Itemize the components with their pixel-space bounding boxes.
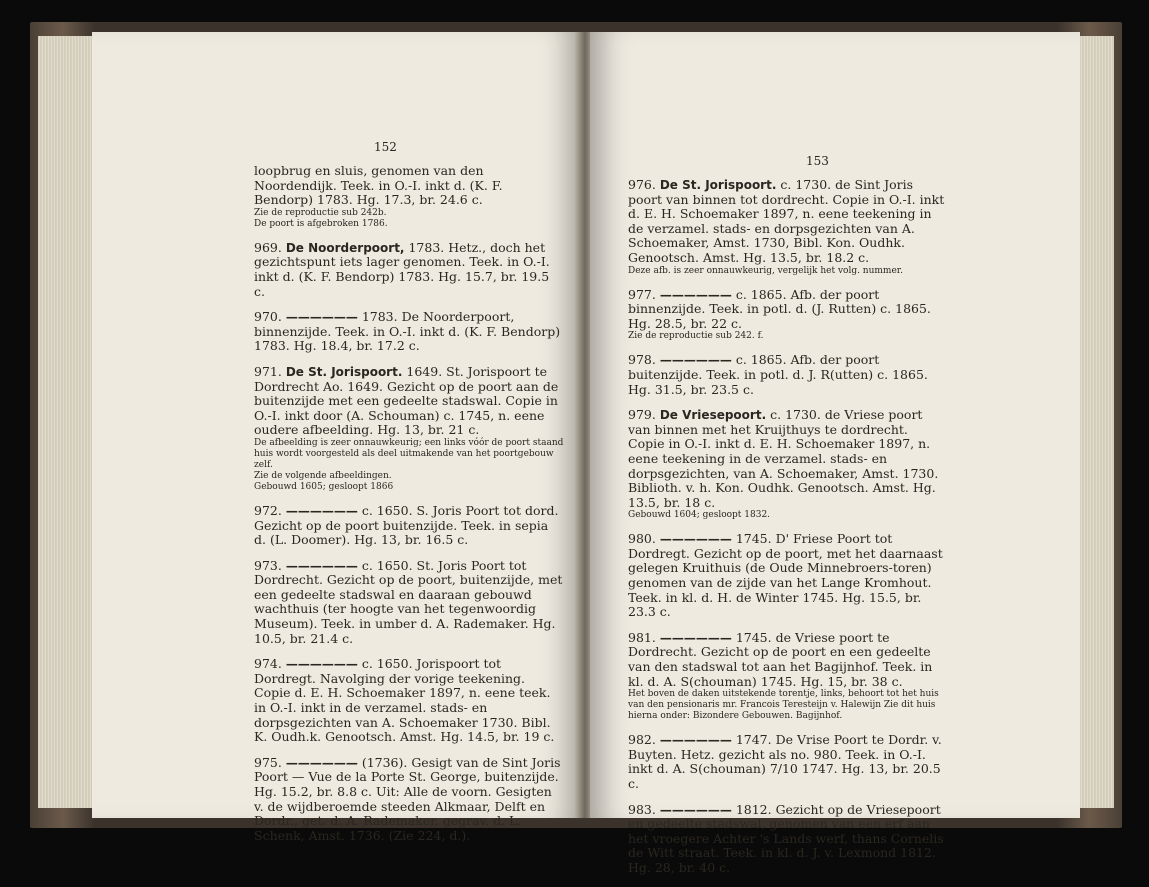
- catalog-entry: [254, 504, 564, 548]
- entry-note: De afbeelding is zeer onnauwkeurig; een links vóór de poort staand huis wordt voorgesteld als deel uitmakende van het poortgebouw zelf.: [254, 437, 564, 470]
- entry-heading: ——————: [285, 755, 358, 770]
- entry-number: 977.: [628, 286, 656, 302]
- entry-text: c. 1650. Jorispoort tot Dordregt. Navolging der vorige teekening. Copie d. E. H. Schoemaker 1897, n. eene teek. in O.-I. inkt in de verzamel. stads- en dorpsgezichten van A. Schoemaker 1730. Bibl. K. Oudh.k. Genootsch. Amst. Hg. 14.5, br. 19 c.: [254, 656, 555, 745]
- catalog-entry: [628, 288, 946, 343]
- entry-heading: De Noorderpoort,: [285, 240, 405, 255]
- entry-heading: De St. Jorispoort.: [285, 364, 403, 379]
- intro-entry: [254, 164, 564, 230]
- right-text-column: [628, 178, 946, 887]
- entry-number: 980.: [628, 531, 656, 547]
- entry-heading: ——————: [285, 657, 358, 672]
- entry-heading: ——————: [285, 503, 358, 518]
- entry-text: loopbrug en sluis, genomen van den Noordendijk. Teek. in O.-I. inkt d. (K. F. Bendorp) 1783. Hg. 17.3, br. 24.6 c.: [254, 163, 503, 208]
- entry-text: c. 1865. Afb. der poort binnenzijde. Teek. in potl. d. (J. Rutten) c. 1865. Hg. 28.5, br. 22 c.: [628, 286, 931, 331]
- entry-note: Gebouwd 1605; gesloopt 1866: [254, 481, 394, 492]
- entry-heading: ——————: [659, 630, 732, 645]
- catalog-entry: [628, 353, 946, 397]
- page-edges-left: [38, 36, 98, 808]
- entry-text: 1745. D' Friese Poort tot Dordregt. Gezicht op de poort, met het daarnaast gelegen Kruithuis (de Oude Minnebroers-toren) genomen van de zijde van het Lange Kromhout. Teek. in kl. d. H. de Winter 1745. Hg. 15.5, br. 23.3 c.: [628, 531, 943, 620]
- catalog-entry: [254, 310, 564, 354]
- entry-heading: ——————: [659, 353, 732, 368]
- open-book: [30, 22, 1122, 875]
- entry-number: 971.: [254, 363, 282, 379]
- entry-text: c. 1730. de Vriese poort van binnen met het Kruijthuys te dordrecht. Copie in O.-I. inkt d. E. H. Schoemaker 1897, n. eene teekening in de verzamel. stads- en dorpsgezichten, van A. Schoemaker, Amst. 1730. Biblioth. v. h. Kon. Oudhk. Genootsch. Amst. Hg. 13.5, br. 18 c.: [628, 407, 939, 510]
- left-text-column: [254, 164, 564, 854]
- entry-heading: De St. Jorispoort.: [659, 178, 777, 192]
- entry-heading: ——————: [659, 802, 732, 817]
- entry-text: (1736). Gesigt van de Sint Joris Poort — Vue de la Porte St. George, buitenzijde. Hg. 15.2, br. 8.8 c. Uit: Alle de voorn. Gesigten v. de wijdberoemde steeden Alkmaar, Delft en Dordr., get. d. A. Rademaker, gegrav. d. L. Schenk, Amst. 1736. (Zie 224, d.).: [254, 754, 561, 843]
- page-number: 153: [806, 154, 829, 168]
- catalog-entry: [254, 365, 564, 493]
- entry-note: Deze afb. is zeer onnauwkeurig, vergelijk het volg. nummer.: [628, 265, 903, 276]
- catalog-entry: [254, 559, 564, 647]
- entry-heading: ——————: [659, 287, 732, 302]
- entry-heading: ——————: [659, 532, 732, 547]
- catalog-entry: [628, 408, 946, 521]
- entry-note: De poort is afgebroken 1786.: [254, 218, 388, 229]
- catalog-entry: [254, 657, 564, 745]
- left-page: [92, 32, 580, 843]
- catalog-entry: [628, 733, 946, 791]
- entry-note: Zie de reproductie sub 242. f.: [628, 331, 764, 342]
- entry-note: Zie de volgende afbeeldingen.: [254, 470, 392, 481]
- entry-number: 978.: [628, 352, 656, 368]
- entry-note: Gebouwd 1604; gesloopt 1832.: [628, 510, 771, 521]
- entry-heading: ——————: [659, 733, 732, 748]
- catalog-entry: [254, 241, 564, 299]
- entry-text: c. 1650. S. Joris Poort tot dord. Gezicht op de poort buitenzijde. Teek. in sepia d. (L. Doomer). Hg. 13, br. 16.5 c.: [254, 502, 559, 548]
- entry-number: 979.: [628, 407, 656, 423]
- catalog-entry: [254, 756, 564, 844]
- entry-text: 1649. St. Jorispoort te Dordrecht Ao. 1649. Gezicht op de poort aan de buitenzijde met een gedeelte stadswal. Copie in O.-I. inkt door (A. Schouman) c. 1745, n. eene oudere afbeelding. Hg. 13, br. 21 c.: [254, 363, 559, 438]
- page-edges-right: [1074, 36, 1114, 808]
- catalog-entry: [628, 631, 946, 722]
- entry-number: 983.: [628, 801, 656, 817]
- entry-note: Het boven de daken uitstekende torentje, links, behoort tot het huis van den pensionaris mr. Francois Teresteijn v. Halewijn Zie dit huis hierna onder: Bizondere Gebouwen. Bagijnhof.: [628, 689, 939, 722]
- catalog-entry: [628, 532, 946, 620]
- entry-number: 974.: [254, 656, 282, 672]
- entry-heading: ——————: [285, 310, 358, 325]
- entry-text: 1783. Hetz., doch het gezichtspunt iets lager genomen. Teek. in O.-I. inkt d. (K. F. Bendorp) 1783. Hg. 15.7, br. 19.5 c.: [254, 239, 550, 299]
- right-page: [590, 32, 1080, 875]
- entry-heading: De Vriesepoort.: [659, 408, 767, 423]
- catalog-entry: [628, 803, 946, 876]
- entry-text: c. 1865. Afb. der poort buitenzijde. Teek. in potl. d. J. R(utten) c. 1865. Hg. 31.5, br. 23.5 c.: [628, 352, 928, 397]
- page-number: 152: [374, 140, 397, 154]
- entry-number: 969.: [254, 239, 282, 255]
- entry-text: c. 1650. St. Joris Poort tot Dordrecht. Gezicht op de poort, buitenzijde, met een gedeelte stadswal en daaraan gebouwd wachthuis (ter hoogte van het tegenwoordig Museum). Teek. in umber d. A. Rademaker. Hg. 10.5, br. 21.4 c.: [254, 557, 563, 646]
- entry-number: 970.: [254, 309, 282, 325]
- entry-note: Zie de reproductie sub 242b.: [254, 207, 387, 218]
- entry-text: 1745. de Vriese poort te Dordrecht. Gezicht op de poort en een gedeelte van den stadswal tot aan het Bagijnhof. Teek. in kl. d. A. S(chouman) 1745. Hg. 15, br. 38 c.: [628, 629, 933, 689]
- catalog-entry: [628, 178, 946, 277]
- entry-number: 982.: [628, 732, 656, 748]
- entry-number: 975.: [254, 754, 282, 770]
- entry-number: 976.: [628, 177, 656, 192]
- entry-text: 1783. De Noorderpoort, binnenzijde. Teek. in O.-I. inkt d. (K. F. Bendorp) 1783. Hg. 18.4, br. 17.2 c.: [254, 309, 561, 354]
- entry-number: 981.: [628, 629, 656, 645]
- entry-text: 1812. Gezicht op de Vriesepoort en gedeelte stadswal, genomen van een erf aan het vroegere Achter 's Lands werf, thans Cornelis de Witt straat. Teek. in kl. d. J. v. Lexmond 1812. Hg. 28, br. 40 c.: [628, 801, 944, 875]
- entry-number: 973.: [254, 557, 282, 573]
- entry-number: 972.: [254, 502, 282, 518]
- entry-text: c. 1730. de Sint Joris poort van binnen tot dordrecht. Copie in O.-I. inkt d. E. H. Schoemaker 1897, n. eene teekening in de verzamel. stads- en dorpsgezichten van A. Schoemaker, Amst. 1730, Bibl. Kon. Oudhk. Genootsch. Amst. Hg. 13.5, br. 18.2 c.: [628, 177, 945, 265]
- entry-heading: ——————: [285, 558, 358, 573]
- entry-text: 1747. De Vrise Poort te Dordr. v. Buyten. Hetz. gezicht als no. 980. Teek. in O.-I. inkt d. A. S(chouman) 7/10 1747. Hg. 13, br. 20.5 c.: [628, 732, 942, 791]
